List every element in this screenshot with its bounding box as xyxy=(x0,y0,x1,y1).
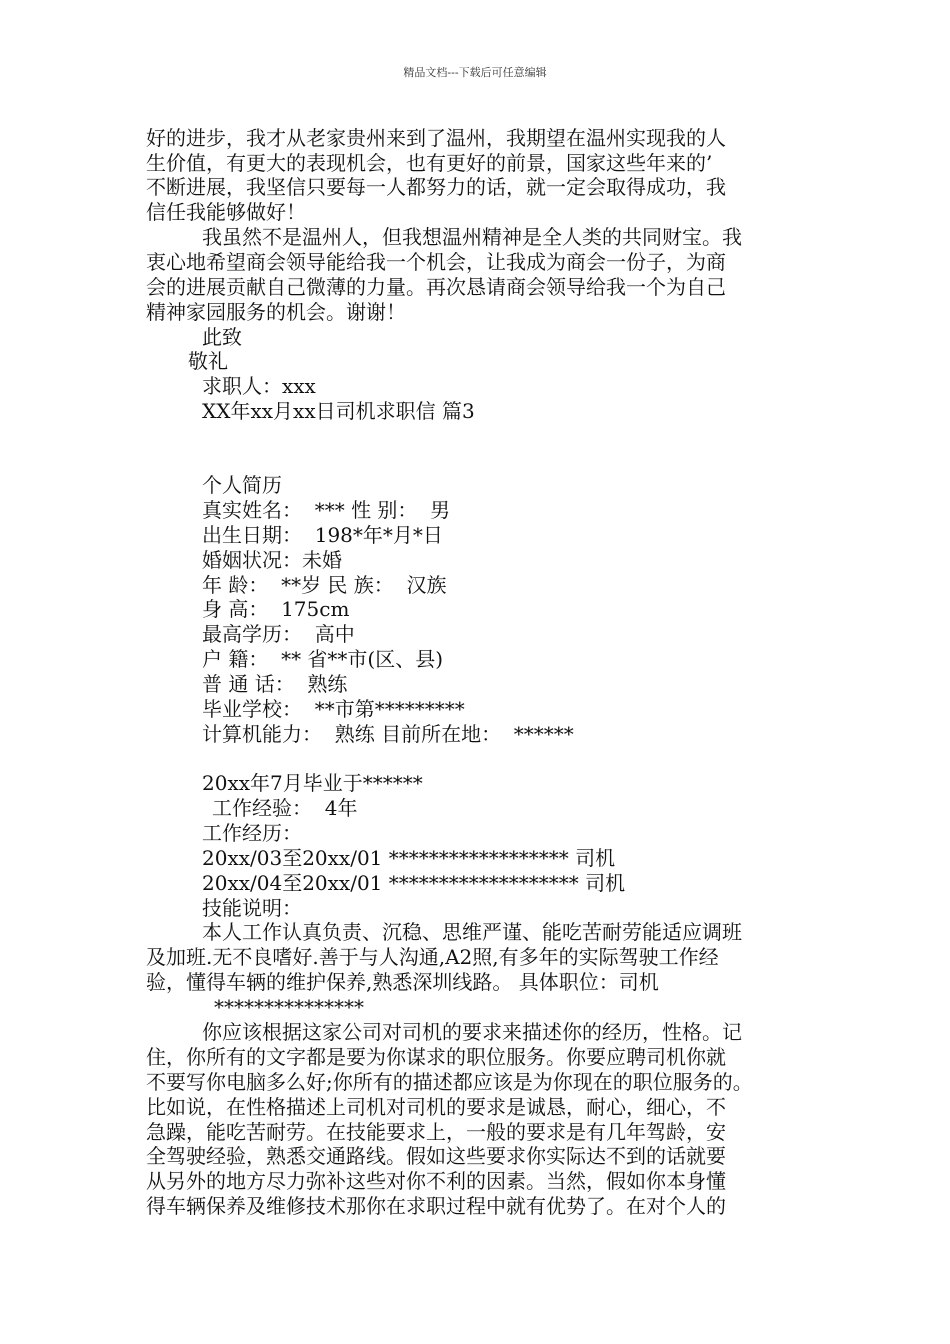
text-line: 真实姓名： *** 性 别： 男 xyxy=(202,498,451,522)
text-line: 及加班.无不良嗜好.善于与人沟通,A2照,有多年的实际驾驶工作经 xyxy=(146,945,719,969)
text-line: 个人简历 xyxy=(202,473,282,497)
text-line: 计算机能力： 熟练 目前所在地： ****** xyxy=(202,722,574,746)
text-line: 毕业学校： **市第********* xyxy=(202,697,465,721)
text-line: 求职人：xxx xyxy=(202,374,316,398)
text-line: 工作经历： xyxy=(202,821,302,845)
text-line: 好的进步，我才从老家贵州来到了温州，我期望在温州实现我的人 xyxy=(146,126,726,150)
text-line: 验，懂得车辆的维护保养,熟悉深圳线路。 具体职位：司机 xyxy=(146,970,659,994)
text-line: 最高学历： 高中 xyxy=(202,622,355,646)
text-line: 不要写你电脑多么好;你所有的描述都应该是为你现在的职位服务的。 xyxy=(146,1070,753,1094)
text-line: 敬礼 xyxy=(188,349,228,373)
text-line: 衷心地希望商会领导能给我一个机会，让我成为商会一份子，为商 xyxy=(146,250,726,274)
text-line: 婚姻状况：未婚 xyxy=(202,548,342,572)
text-line: 本人工作认真负责、沉稳、思维严谨、能吃苦耐劳能适应调班 xyxy=(202,920,742,944)
page-header: 精品文档---下载后可任意编辑 xyxy=(403,66,547,79)
text-line: 20xx年7月毕业于****** xyxy=(202,771,423,795)
text-line: 生价值，有更大的表现机会，也有更好的前景，国家这些年来的’ xyxy=(146,151,713,175)
text-line: 户 籍： ** 省**市(区、县) xyxy=(202,647,444,671)
text-line: 技能说明： xyxy=(202,896,302,920)
text-line: 我虽然不是温州人，但我想温州精神是全人类的共同财宝。我 xyxy=(202,225,742,249)
text-line: 全驾驶经验，熟悉交通路线。假如这些要求你实际达不到的话就要 xyxy=(146,1144,726,1168)
text-line: 得车辆保养及维修技术那你在求职过程中就有优势了。在对个人的 xyxy=(146,1194,726,1218)
text-line: 会的进展贡献自己微薄的力量。再次恳请商会领导给我一个为自己 xyxy=(146,275,726,299)
text-line: 急躁，能吃苦耐劳。在技能要求上，一般的要求是有几年驾龄，安 xyxy=(146,1120,726,1144)
text-line: XX年xx月xx日司机求职信 篇3 xyxy=(202,399,475,423)
text-line: 不断进展，我坚信只要每一人都努力的话，就一定会取得成功，我 xyxy=(146,175,726,199)
text-line: 住，你所有的文字都是要为你谋求的职位服务。你要应聘司机你就 xyxy=(146,1045,726,1069)
text-line: 比如说，在性格描述上司机对司机的要求是诚恳，耐心，细心，不 xyxy=(146,1095,726,1119)
text-line: 工作经验： 4年 xyxy=(212,796,358,820)
text-line: 身 高： 175cm xyxy=(202,597,350,621)
text-line: 20xx/03至20xx/01 ****************** 司机 xyxy=(202,846,616,870)
text-line: 从另外的地方尽力弥补这些对你不利的因素。当然，假如你本身懂 xyxy=(146,1169,726,1193)
text-line: 年 龄： **岁 民 族： 汉族 xyxy=(202,573,447,597)
text-line: 此致 xyxy=(202,325,242,349)
text-line: 你应该根据这家公司对司机的要求来描述你的经历，性格。记 xyxy=(202,1020,742,1044)
text-line: 出生日期： 198*年*月*日 xyxy=(202,523,443,547)
text-line: 20xx/04至20xx/01 ******************* 司机 xyxy=(202,871,626,895)
text-line: *************** xyxy=(214,995,364,1019)
text-line: 信任我能够做好！ xyxy=(146,200,306,224)
text-line: 普 通 话： 熟练 xyxy=(202,672,348,696)
text-line: 精神家园服务的机会。谢谢！ xyxy=(146,300,406,324)
